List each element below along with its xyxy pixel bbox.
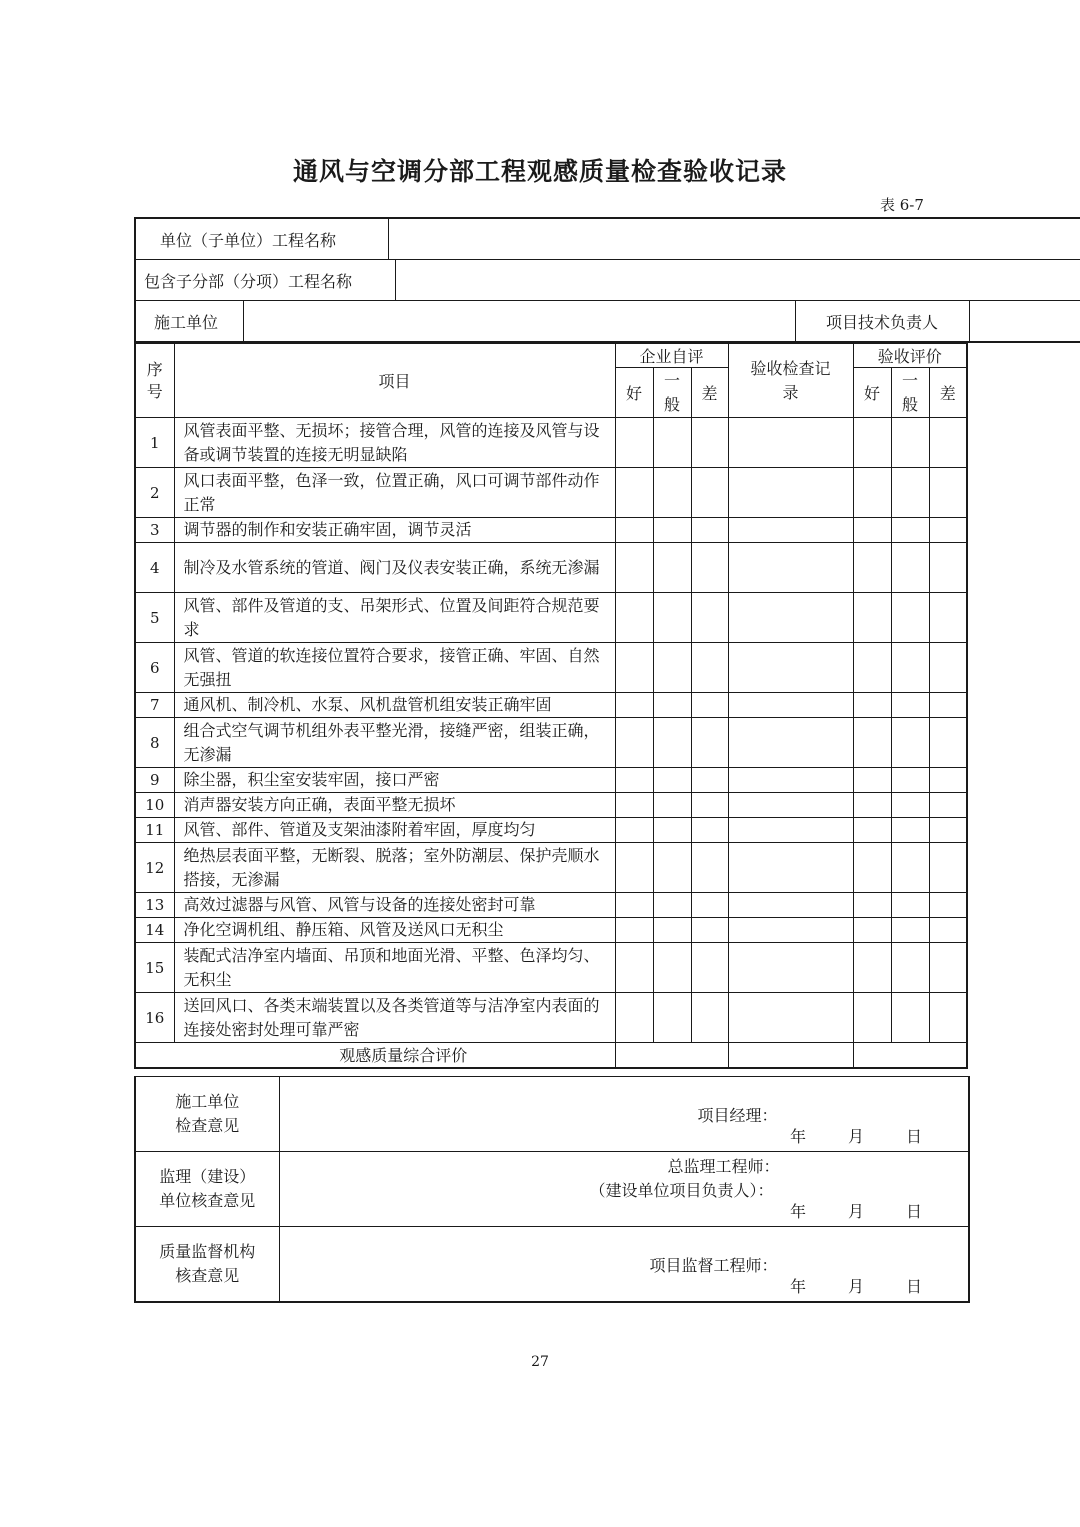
self-good-cell[interactable] [615, 993, 653, 1043]
self-normal-cell[interactable] [653, 718, 691, 768]
self-normal-label: 一般 [663, 370, 680, 414]
self-poor-cell[interactable] [691, 943, 728, 993]
table-row [135, 718, 967, 768]
accept-poor-cell[interactable] [929, 943, 967, 993]
row-number: 7 [135, 693, 174, 718]
row-item-text: 除尘器，积尘室安装牢固，接口严密 [174, 768, 615, 793]
construction-label-2: 检查意见 [175, 1116, 240, 1135]
row-number: 13 [135, 893, 174, 918]
accept-normal-cell[interactable] [891, 468, 929, 518]
row-number: 16 [135, 993, 174, 1043]
self-poor-header: 差 [691, 368, 728, 418]
accept-normal-cell[interactable] [891, 843, 929, 893]
self-poor-cell[interactable] [691, 718, 728, 768]
self-poor-cell[interactable] [691, 843, 728, 893]
day-label: 日 [905, 1127, 922, 1146]
accept-poor-cell[interactable] [929, 818, 967, 843]
construction-opinion-field[interactable] [279, 1077, 969, 1152]
self-normal-cell[interactable] [653, 893, 691, 918]
project-manager-label: 项目经理： [697, 1106, 778, 1125]
table-row [135, 518, 967, 543]
self-good-cell[interactable] [615, 893, 653, 918]
row-item-text: 风管、部件、管道及支架油漆附着牢固，厚度均匀 [174, 818, 615, 843]
self-normal-cell[interactable] [653, 993, 691, 1043]
row-number: 9 [135, 768, 174, 793]
row-item-text: 绝热层表面平整，无断裂、脱落；室外防潮层、保护壳顺水搭接，无渗漏 [174, 843, 615, 893]
row-number: 15 [135, 943, 174, 993]
self-normal-cell[interactable] [653, 918, 691, 943]
accept-good-cell[interactable] [853, 593, 891, 643]
accept-normal-cell[interactable] [891, 518, 929, 543]
self-poor-cell[interactable] [691, 643, 728, 693]
row-number: 4 [135, 543, 174, 593]
row-item-text: 组合式空气调节机组外表平整光滑，接缝严密，组装正确，无渗漏 [174, 718, 615, 768]
table-row [135, 693, 967, 718]
self-poor-cell[interactable] [691, 593, 728, 643]
row-number: 11 [135, 818, 174, 843]
record-cell[interactable] [728, 518, 853, 543]
unit-project-value[interactable] [388, 218, 1080, 260]
table-row [135, 893, 967, 918]
accept-normal-cell[interactable] [891, 543, 929, 593]
accept-good-cell[interactable] [853, 418, 891, 468]
accept-normal-cell[interactable] [891, 418, 929, 468]
record-cell[interactable] [728, 818, 853, 843]
accept-good-cell[interactable] [853, 843, 891, 893]
self-good-cell[interactable] [615, 918, 653, 943]
accept-normal-cell[interactable] [891, 993, 929, 1043]
self-good-cell[interactable] [615, 518, 653, 543]
day-label: 日 [905, 1277, 922, 1296]
self-normal-cell[interactable] [653, 543, 691, 593]
accept-normal-cell[interactable] [891, 818, 929, 843]
accept-normal-cell[interactable] [891, 643, 929, 693]
accept-poor-cell[interactable] [929, 643, 967, 693]
accept-normal-cell[interactable] [891, 718, 929, 768]
tech-lead-value[interactable] [969, 301, 1080, 343]
self-good-cell[interactable] [615, 418, 653, 468]
accept-normal-label: 一般 [901, 370, 918, 414]
accept-good-cell[interactable] [853, 543, 891, 593]
self-normal-cell[interactable] [653, 768, 691, 793]
self-poor-cell[interactable] [691, 993, 728, 1043]
month-label: 月 [847, 1202, 864, 1221]
self-normal-cell[interactable] [653, 943, 691, 993]
record-header [728, 344, 853, 418]
accept-poor-cell[interactable] [929, 918, 967, 943]
self-poor-cell[interactable] [691, 418, 728, 468]
sub-project-row [135, 260, 1080, 301]
self-good-cell[interactable] [615, 643, 653, 693]
quality-signoff-row [135, 1227, 969, 1303]
row-item-text: 调节器的制作和安装正确牢固，调节灵活 [174, 518, 615, 543]
accept-normal-cell[interactable] [891, 793, 929, 818]
row-item-text: 制冷及水管系统的管道、阀门及仪表安装正确，系统无渗漏 [174, 543, 615, 593]
self-good-cell[interactable] [615, 693, 653, 718]
construction-unit-label: 施工单位 [135, 301, 243, 343]
self-good-header: 好 [615, 368, 653, 418]
self-poor-cell[interactable] [691, 918, 728, 943]
self-poor-cell[interactable] [691, 793, 728, 818]
self-normal-cell[interactable] [653, 593, 691, 643]
accept-good-cell[interactable] [853, 468, 891, 518]
accept-good-cell[interactable] [853, 718, 891, 768]
self-good-cell[interactable] [615, 818, 653, 843]
record-cell[interactable] [728, 418, 853, 468]
seq-header-label: 序号 [146, 359, 163, 401]
row-item-text: 风口表面平整，色泽一致，位置正确，风口可调节部件动作正常 [174, 468, 615, 518]
row-item-text: 消声器安装方向正确，表面平整无损坏 [174, 793, 615, 818]
tech-lead-label: 项目技术负责人 [795, 301, 969, 343]
accept-poor-cell[interactable] [929, 893, 967, 918]
quality-opinion-field[interactable] [279, 1227, 969, 1303]
accept-poor-cell[interactable] [929, 768, 967, 793]
self-poor-cell[interactable] [691, 518, 728, 543]
unit-project-label: 单位（子单位）工程名称 [135, 218, 388, 260]
table-row [135, 468, 967, 518]
summary-row [135, 1043, 967, 1068]
self-good-cell[interactable] [615, 843, 653, 893]
quality-label-2: 核查意见 [175, 1266, 240, 1285]
self-normal-cell[interactable] [653, 818, 691, 843]
accept-poor-cell[interactable] [929, 593, 967, 643]
row-item-text: 净化空调机组、静压箱、风管及送风口无积尘 [174, 918, 615, 943]
summary-accept-eval[interactable] [853, 1043, 967, 1068]
self-good-cell[interactable] [615, 543, 653, 593]
row-item-text: 风管、部件及管道的支、吊架形式、位置及间距符合规范要求 [174, 593, 615, 643]
accept-good-cell[interactable] [853, 943, 891, 993]
table-row [135, 918, 967, 943]
day-label: 日 [905, 1202, 922, 1221]
supervising-engineer-label: 项目监督工程师： [649, 1256, 778, 1275]
record-cell[interactable] [728, 843, 853, 893]
self-good-cell[interactable] [615, 593, 653, 643]
month-label: 月 [847, 1127, 864, 1146]
construction-label-1: 施工单位 [175, 1092, 240, 1111]
table-number: 表 6-7 [880, 196, 924, 214]
self-poor-cell[interactable] [691, 468, 728, 518]
row-number: 3 [135, 518, 174, 543]
page-number: 27 [531, 1354, 549, 1370]
record-cell[interactable] [728, 468, 853, 518]
record-cell[interactable] [728, 643, 853, 693]
table-row [135, 793, 967, 818]
table-row [135, 643, 967, 693]
self-normal-cell[interactable] [653, 418, 691, 468]
supervision-signoff-label [135, 1152, 279, 1227]
accept-normal-cell[interactable] [891, 693, 929, 718]
table-row [135, 943, 967, 993]
self-normal-cell[interactable] [653, 643, 691, 693]
sub-project-value[interactable] [395, 260, 1080, 301]
accept-normal-cell[interactable] [891, 943, 929, 993]
row-number: 1 [135, 418, 174, 468]
accept-poor-cell[interactable] [929, 718, 967, 768]
row-number: 2 [135, 468, 174, 518]
self-poor-cell[interactable] [691, 543, 728, 593]
row-item-text: 高效过滤器与风管、风管与设备的连接处密封可靠 [174, 893, 615, 918]
row-number: 12 [135, 843, 174, 893]
year-label: 年 [789, 1202, 806, 1221]
year-label: 年 [789, 1127, 806, 1146]
record-cell[interactable] [728, 893, 853, 918]
row-item-text: 装配式洁净室内墙面、吊顶和地面光滑、平整、色泽均匀、无积尘 [174, 943, 615, 993]
record-cell[interactable] [728, 943, 853, 993]
construction-date [790, 1124, 922, 1147]
table-row [135, 768, 967, 793]
accept-poor-cell[interactable] [929, 543, 967, 593]
self-normal-cell[interactable] [653, 843, 691, 893]
supervision-label-1: 监理（建设） [159, 1167, 256, 1186]
accept-poor-cell[interactable] [929, 468, 967, 518]
construction-unit-row [135, 301, 1080, 343]
row-item-text: 风管表面平整、无损坏；接管合理，风管的连接及风管与设备或调节装置的连接无明显缺陷 [174, 418, 615, 468]
self-normal-cell[interactable] [653, 468, 691, 518]
supervision-opinion-field[interactable] [279, 1152, 969, 1227]
quality-signoff-label [135, 1227, 279, 1303]
accept-good-cell[interactable] [853, 918, 891, 943]
supervision-label-2: 单位核查意见 [159, 1191, 256, 1210]
self-normal-header [653, 368, 691, 418]
quality-date [790, 1274, 922, 1297]
accept-poor-cell[interactable] [929, 793, 967, 818]
summary-record[interactable] [728, 1043, 853, 1068]
record-cell[interactable] [728, 793, 853, 818]
self-normal-cell[interactable] [653, 693, 691, 718]
month-label: 月 [847, 1277, 864, 1296]
row-item-text: 通风机、制冷机、水泵、风机盘管机组安装正确牢固 [174, 693, 615, 718]
row-number: 10 [135, 793, 174, 818]
accept-poor-cell[interactable] [929, 843, 967, 893]
chief-supervisor-label: 总监理工程师： [667, 1157, 780, 1176]
accept-good-cell[interactable] [853, 518, 891, 543]
accept-good-cell[interactable] [853, 693, 891, 718]
self-eval-header: 企业自评 [615, 344, 728, 368]
record-cell[interactable] [728, 543, 853, 593]
accept-poor-cell[interactable] [929, 418, 967, 468]
self-good-cell[interactable] [615, 468, 653, 518]
self-poor-cell[interactable] [691, 693, 728, 718]
supervision-signoff-row [135, 1152, 969, 1227]
quality-label-1: 质量监督机构 [159, 1242, 256, 1261]
seq-header [135, 344, 174, 418]
self-good-cell[interactable] [615, 768, 653, 793]
record-cell[interactable] [728, 768, 853, 793]
self-good-cell[interactable] [615, 718, 653, 768]
row-item-text: 送回风口、各类末端装置以及各类管道等与洁净室内表面的连接处密封处理可靠严密 [174, 993, 615, 1043]
accept-good-cell[interactable] [853, 643, 891, 693]
accept-normal-cell[interactable] [891, 893, 929, 918]
accept-normal-cell[interactable] [891, 768, 929, 793]
construction-signoff-row [135, 1077, 969, 1152]
accept-poor-header: 差 [929, 368, 967, 418]
self-good-cell[interactable] [615, 943, 653, 993]
table-row [135, 993, 967, 1043]
unit-project-row [135, 218, 1080, 260]
self-poor-cell[interactable] [691, 818, 728, 843]
year-label: 年 [789, 1277, 806, 1296]
table-row [135, 543, 967, 593]
table-row [135, 818, 967, 843]
sub-project-label: 包含子分部（分项）工程名称 [135, 260, 395, 301]
accept-good-cell[interactable] [853, 818, 891, 843]
summary-label: 观感质量综合评价 [135, 1043, 615, 1068]
row-item-text: 风管、管道的软连接位置符合要求，接管正确、牢固、自然无强扭 [174, 643, 615, 693]
accept-normal-header [891, 368, 929, 418]
record-cell[interactable] [728, 918, 853, 943]
document-title: 通风与空调分部工程观感质量检查验收记录 [292, 157, 787, 186]
construction-unit-value[interactable] [243, 301, 795, 343]
accept-eval-header: 验收评价 [853, 344, 967, 368]
owner-lead-label: （建设单位项目负责人）： [589, 1181, 774, 1200]
record-cell[interactable] [728, 693, 853, 718]
supervision-date [790, 1199, 922, 1222]
row-number: 6 [135, 643, 174, 693]
accept-good-cell[interactable] [853, 993, 891, 1043]
record-cell[interactable] [728, 993, 853, 1043]
accept-normal-cell[interactable] [891, 918, 929, 943]
accept-poor-cell[interactable] [929, 518, 967, 543]
self-good-cell[interactable] [615, 793, 653, 818]
self-poor-cell[interactable] [691, 768, 728, 793]
row-number: 14 [135, 918, 174, 943]
column-header-row [135, 344, 967, 368]
accept-poor-cell[interactable] [929, 993, 967, 1043]
record-cell[interactable] [728, 593, 853, 643]
accept-good-cell[interactable] [853, 793, 891, 818]
self-normal-cell[interactable] [653, 793, 691, 818]
table-row [135, 418, 967, 468]
table-row [135, 843, 967, 893]
record-header-label: 验收检查记录 [750, 358, 831, 402]
accept-normal-cell[interactable] [891, 593, 929, 643]
row-number: 5 [135, 593, 174, 643]
accept-good-cell[interactable] [853, 768, 891, 793]
item-rows [135, 418, 967, 1043]
construction-signoff-label [135, 1077, 279, 1152]
accept-poor-cell[interactable] [929, 693, 967, 718]
self-normal-cell[interactable] [653, 518, 691, 543]
accept-good-cell[interactable] [853, 893, 891, 918]
item-header: 项目 [174, 344, 615, 418]
signoff-table [134, 1076, 970, 1303]
self-poor-cell[interactable] [691, 893, 728, 918]
inspection-table [134, 343, 968, 1069]
summary-self-eval[interactable] [615, 1043, 728, 1068]
table-row [135, 593, 967, 643]
project-info-table [134, 217, 1080, 343]
accept-good-header: 好 [853, 368, 891, 418]
record-cell[interactable] [728, 718, 853, 768]
row-number: 8 [135, 718, 174, 768]
